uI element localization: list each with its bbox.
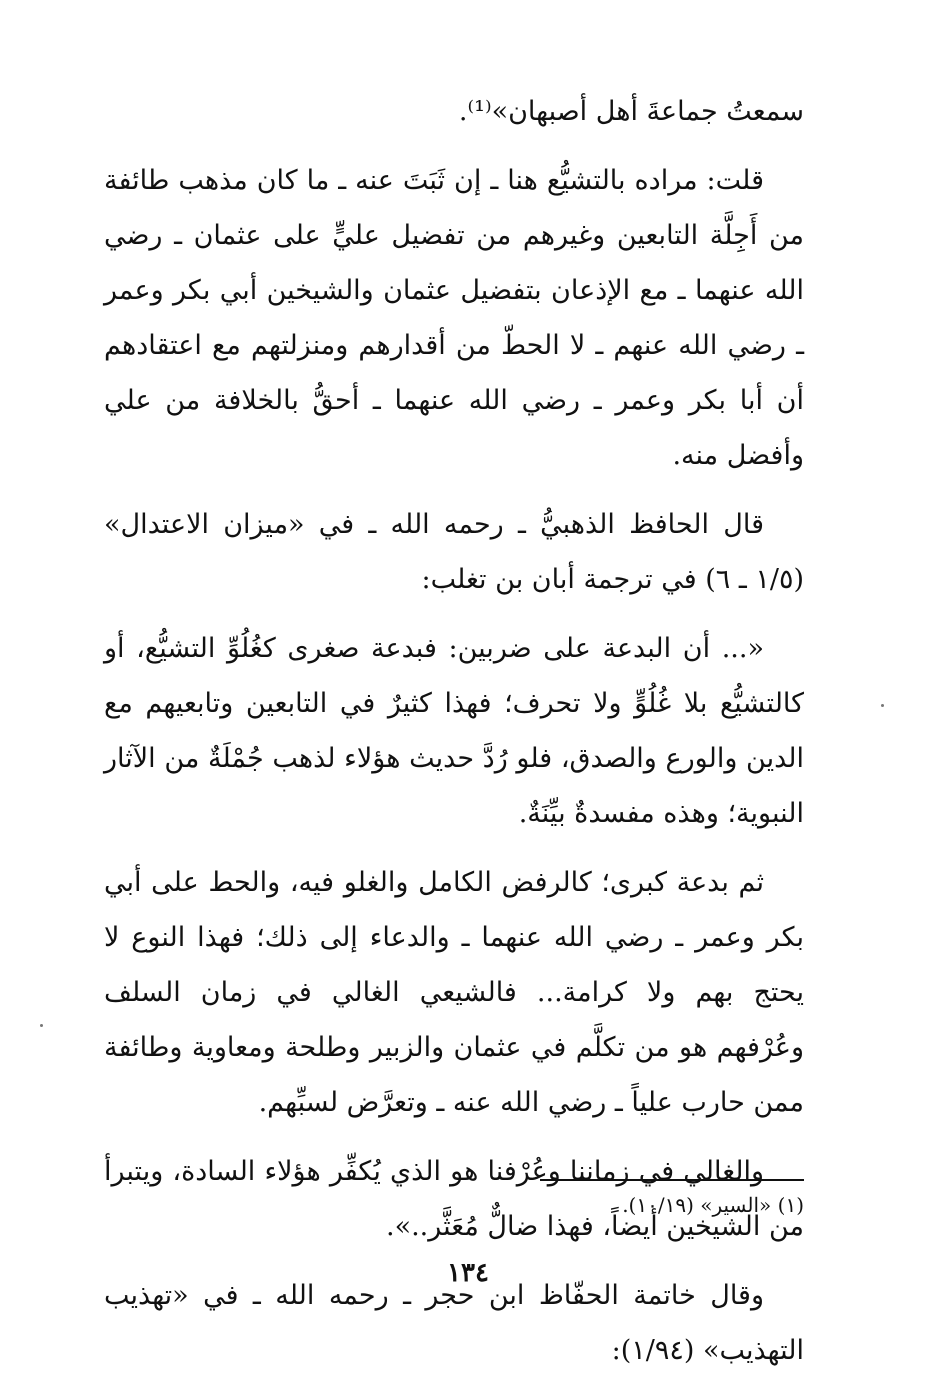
page-number: ١٣٤: [447, 1258, 489, 1288]
scan-speck: [881, 704, 884, 707]
paragraph-7: وقال خاتمة الحفّاظ ابن حجر ـ رحمه الله ـ في «تهذيب التهذيب» (١/٩٤):: [104, 1280, 804, 1366]
footnote-divider: [540, 1179, 804, 1181]
footnote: (١) «السير» (١٠/١٩).: [622, 1193, 804, 1217]
scan-speck: [40, 1024, 43, 1027]
paragraph-1: سمعتُ جماعةَ أهل أصبهان»⁽¹⁾.: [458, 96, 804, 127]
paragraph-3: قال الحافظ الذهبيُّ ـ رحمه الله ـ في «ميزان الاعتدال» (١/٥ ـ ٦) في ترجمة أبان بن تغلب:: [104, 509, 804, 595]
paragraph-6: والغالي في زماننا وعُرْفنا هو الذي يُكفِّر هؤلاء السادة، ويتبرأ من الشيخين أيضاً، فهذا ضالٌّ مُعَثَّر..».: [104, 1156, 804, 1242]
paragraph-5: ثم بدعة كبرى؛ كالرفض الكامل والغلو فيه، والحط على أبي بكر وعمر ـ رضي الله عنهما ـ والدعاء إلى ذلك؛ فهذا النوع لا يحتج بهم ولا كرامة... فالشيعي الغالي في زمان السلف وعُرْفهم هو من تكلَّم في عثمان والزبير وطلحة ومعاوية وطائفة ممن حارب علياً ـ رضي الله عنه ـ وتعرَّض لسبِّهم.: [104, 867, 804, 1118]
paragraph-4-quote: «... أن البدعة على ضربين: فبدعة صغرى كغُلُوِّ التشيُّع، أو كالتشيُّع بلا غُلُوٍّ ولا تحرف؛ فهذا كثيرٌ في التابعين وتابعيهم مع الدين والورع والصدق، فلو رُدَّ حديث هؤلاء لذهب جُمْلَةٌ من الآثار النبوية؛ وهذه مفسدةٌ بيِّنَةٌ.: [104, 633, 804, 829]
paragraph-2: قلت: مراده بالتشيُّع هنا ـ إن ثَبَتَ عنه ـ ما كان مذهب طائفة من أَجِلَّة التابعين وغيرهم من تفضيل عليٍّ على عثمان ـ رضي الله عنهما ـ مع الإذعان بتفضيل عثمان والشيخين أبي بكر وعمر ـ رضي الله عنهم ـ لا الحطّ من أقدارهم ومنزلتهم مع اعتقادهم أن أبا بكر وعمر ـ رضي الله عنهما ـ أحقُّ بالخلافة من علي وأفضل منه.: [104, 165, 804, 471]
